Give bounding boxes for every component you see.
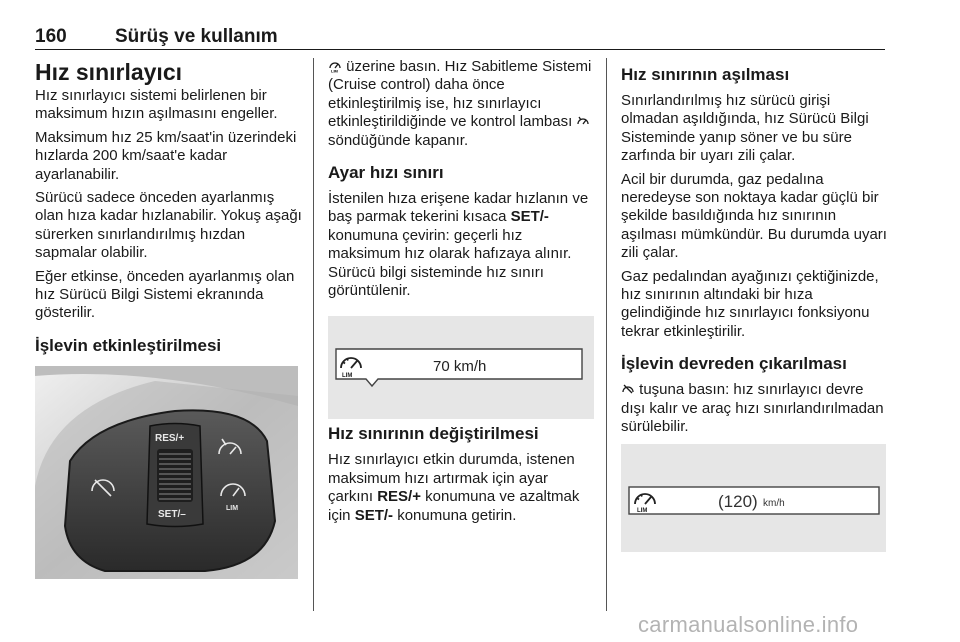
speed-value: (120) bbox=[718, 492, 758, 511]
paragraph: Maksimum hız 25 km/saat'in üzerindeki hızlarda 200 km/saat'e kadar ayarlanabilir. bbox=[35, 128, 297, 183]
column-divider-left bbox=[313, 58, 314, 611]
page-header bbox=[35, 26, 885, 50]
steering-wheel-controls-image bbox=[35, 366, 298, 579]
lim-label: LIM bbox=[342, 373, 353, 379]
heading-change-limit: Hız sınırının değiştirilmesi bbox=[328, 424, 539, 444]
res-plus-term: RES/+ bbox=[377, 488, 421, 506]
svg-text:LIM: LIM bbox=[331, 68, 338, 73]
paragraph: Acil bir durumda, gaz pedalına neredeyse son noktaya kadar güçlü bir şekilde basıldığında hız sınırının aşılması mümkündür. Bu durumda uyarı zili çalar. bbox=[621, 170, 887, 262]
column-2 bbox=[328, 58, 596, 530]
lim-label: LIM bbox=[226, 505, 239, 512]
paragraph: Eğer etkinse, önceden ayarlanmış olan hız Sürücü Bilgi Sistemi ekranında gösterilir. bbox=[35, 267, 295, 322]
dic-display-70 bbox=[328, 316, 594, 419]
heading-set-speed-limit: Ayar hızı sınırı bbox=[328, 163, 444, 183]
cruise-off-icon bbox=[621, 382, 635, 396]
paragraph: Sınırlandırılmış hız sürücü girişi olmadan aşıldığında, hız Sürücü Bilgi Sisteminde yanıp söner ve bu süre zarfında bir uyarı zili çalar. bbox=[621, 92, 869, 165]
section-title: Sürüş ve kullanım bbox=[115, 26, 278, 47]
dic-display-120 bbox=[621, 444, 886, 552]
heading-exceeding-limit: Hız sınırının aşılması bbox=[621, 65, 790, 84]
page-number: 160 bbox=[35, 26, 67, 47]
res-plus-label: RES/+ bbox=[155, 433, 185, 444]
paragraph: İstenilen hıza erişene kadar hızlanın ve baş parmak tekerini kısaca SET/- konumuna çevirin: geçerli hız maksimum hız olarak hafızaya alınır. Sürücü bilgi sisteminde hız sınırı görüntülenir. bbox=[328, 190, 589, 300]
lim-label: LIM bbox=[637, 508, 648, 514]
heading-activation: İşlevin etkinleştirilmesi bbox=[35, 335, 222, 355]
column-1 bbox=[35, 58, 303, 363]
cruise-control-lamp-icon bbox=[576, 114, 590, 128]
column-3 bbox=[621, 58, 889, 442]
set-minus-term: SET/- bbox=[354, 506, 394, 524]
set-minus-term: SET/- bbox=[510, 208, 549, 226]
speed-limiter-icon bbox=[328, 59, 342, 73]
speed-value: 70 km/h bbox=[433, 358, 487, 375]
paragraph: LIM üzerine basın. Hız Sabitleme Sistemi (Cruise control) daha önce etkinleştirilmiş ise, hız sınırlayıcı etkinleştirildiğinde ve kontrol lambası söndüğünde kapanır. bbox=[328, 58, 592, 149]
paragraph: Gaz pedalından ayağınızı çektiğinizde, hız sınırının altındaki bir hıza gelindiğinde hız sınırlayıcı fonksiyonu tekrar etkinleştirilir. bbox=[621, 267, 879, 340]
heading-deactivation: İşlevin devreden çıkarılması bbox=[621, 354, 847, 374]
paragraph: Hız sınırlayıcı etkin durumda, istenen maksimum hızı artırmak için ayar çarkını RES/+ konumuna ve azaltmak için SET/- konumuna getirin. bbox=[328, 451, 580, 524]
speed-unit: km/h bbox=[763, 498, 785, 509]
column-divider-right bbox=[606, 58, 607, 611]
paragraph: tuşuna basın: hız sınırlayıcı devre dışı kalır ve araç hızı sınırlandırılmadan sürülebilir. bbox=[621, 381, 884, 436]
watermark: carmanualsonline.info bbox=[638, 612, 859, 637]
paragraph: Sürücü sadece önceden ayarlanmış olan hıza kadar hızlanabilir. Yokuş aşağı sürerken sınırlandırılmış hızdan sapmalar olabilir. bbox=[35, 189, 302, 262]
paragraph: Hız sınırlayıcı sistemi belirlenen bir maksimum hızın aşılmasını engeller. bbox=[35, 87, 278, 123]
set-minus-label: SET/– bbox=[158, 509, 186, 520]
heading-speed-limiter: Hız sınırlayıcı bbox=[35, 59, 183, 85]
